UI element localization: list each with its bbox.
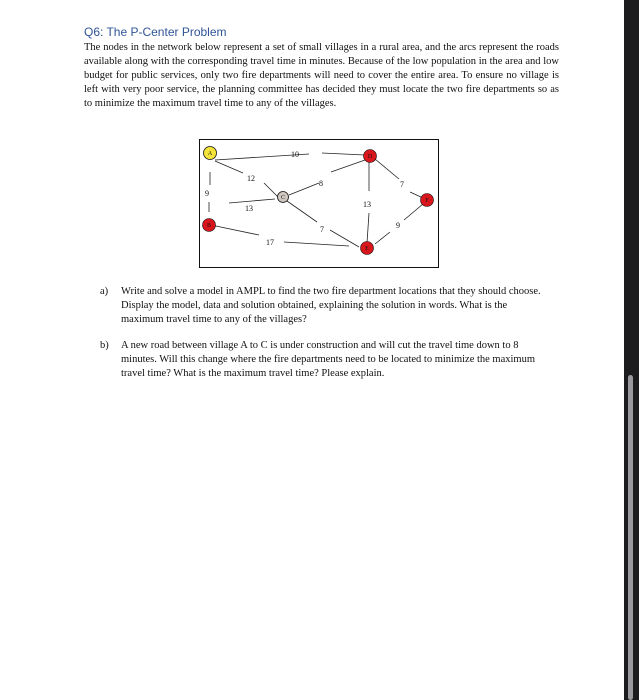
node-b-label: B — [206, 223, 212, 230]
node-f-label: F — [425, 198, 429, 205]
edge-label-e-f: 9 — [396, 221, 400, 230]
edge-label-b-e: 17 — [266, 238, 274, 247]
question-a-marker: a) — [100, 286, 109, 297]
edge-label-a-d: 10 — [291, 150, 299, 159]
question-b-marker: b) — [100, 340, 109, 351]
edge-label-a-c: 12 — [247, 174, 255, 183]
node-c — [278, 192, 289, 203]
question-a — [100, 285, 550, 327]
node-f — [421, 194, 434, 207]
node-b — [203, 219, 216, 232]
edge-label-a-b: 9 — [205, 189, 209, 198]
node-c-label: C — [280, 195, 286, 202]
edge-label-c-e: 7 — [320, 225, 324, 234]
intro-paragraph: The nodes in the network below represent a set of small villages in a rural area, and the arcs represent the roads available along with the corresponding travel time in minutes. Because of the low population in the area and low budget for public services, only two fire departments will need to cover the entire area. To ensure no village is left with very poor service, the planning committee has decided they must locate the two fire departments so as to minimize the maximum travel time to any of the villages. — [84, 42, 559, 109]
node-a — [204, 147, 217, 160]
question-title: Q6: The P-Center Problem — [84, 25, 227, 39]
edge-label-d-e: 13 — [363, 200, 371, 209]
edge-label-b-c: 13 — [245, 204, 253, 213]
scrollbar-thumb[interactable] — [628, 375, 633, 700]
edge-label-c-d: 8 — [319, 179, 323, 188]
network-diagram — [199, 139, 439, 268]
edge-label-d-f: 7 — [400, 180, 404, 189]
node-a-label: A — [207, 151, 213, 158]
node-d — [364, 150, 377, 163]
node-e-label: E — [365, 246, 369, 253]
question-a-text: Write and solve a model in AMPL to find the two fire department locations that they should choose. Display the model, data and solution obtained, explaining the solution in words. What is the maximum travel time to any of the villages? — [121, 286, 541, 325]
node-e — [361, 242, 374, 255]
question-b — [100, 339, 550, 381]
node-d-label: D — [367, 154, 373, 161]
question-b-text: A new road between village A to C is under construction and will cut the travel time down to 8 minutes. Will this change where the fire departments need to be located to minimize the maximum travel time? What is the maximum travel time? Please explain. — [121, 340, 536, 379]
